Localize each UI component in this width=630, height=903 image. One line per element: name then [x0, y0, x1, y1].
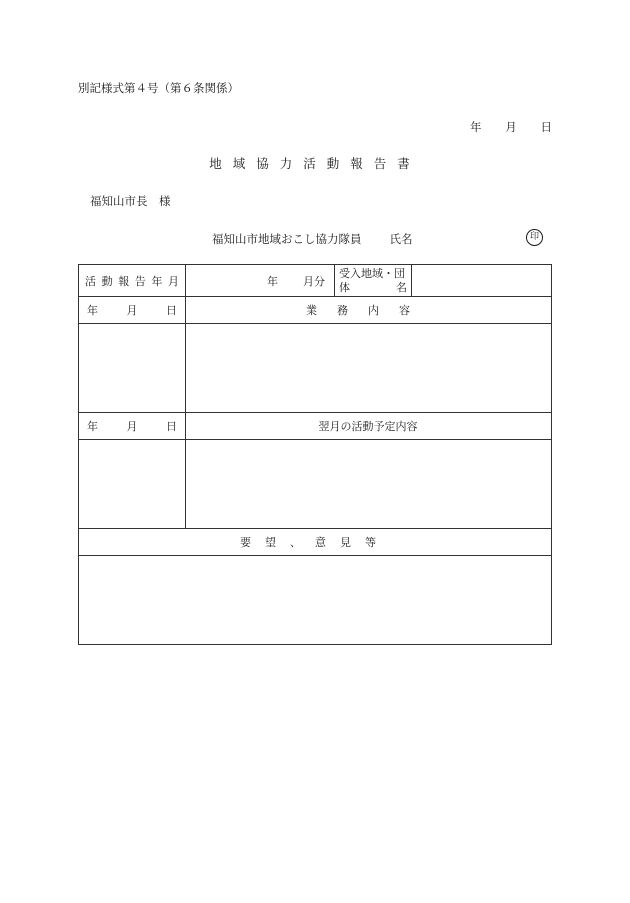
section2-date-field[interactable]: [79, 439, 185, 528]
form-number: 別記様式第４号（第６条関係）: [78, 81, 239, 95]
name-label: 氏名: [389, 232, 413, 246]
period-month-label: 月分: [303, 274, 325, 288]
reporter-line: [212, 231, 413, 247]
seal-mark: 印: [526, 229, 543, 246]
period-year-label: 年: [267, 274, 278, 288]
addressee: 福知山市長 様: [90, 194, 171, 208]
next-month-plan-field[interactable]: [185, 439, 551, 528]
host-region-field[interactable]: [412, 265, 551, 296]
submission-date: [470, 119, 552, 135]
work-content-field[interactable]: [185, 323, 551, 412]
requests-opinions-heading: 要望、意見等: [240, 535, 390, 549]
activity-period-field[interactable]: [185, 265, 334, 296]
section1-date-field[interactable]: [79, 323, 185, 412]
activity-period-label: 活 動 報 告 年 月: [85, 274, 179, 288]
report-form-table: [78, 264, 552, 645]
section1-date-label: 年 月 日: [87, 303, 177, 317]
host-region-label: 受入地域・団 体 名: [339, 266, 407, 294]
requests-opinions-field[interactable]: [79, 555, 551, 644]
year-label: 年: [470, 120, 482, 134]
document-title: 地域協力活動報告書: [209, 156, 421, 171]
next-month-plan-heading: 翌月の活動予定内容: [318, 419, 418, 433]
month-label: 月: [505, 120, 517, 134]
day-label: 日: [540, 120, 552, 134]
section2-date-label: 年 月 日: [87, 419, 177, 433]
reporter-role: 福知山市地域おこし協力隊員: [212, 232, 362, 246]
work-content-heading: 業務内容: [306, 303, 430, 317]
